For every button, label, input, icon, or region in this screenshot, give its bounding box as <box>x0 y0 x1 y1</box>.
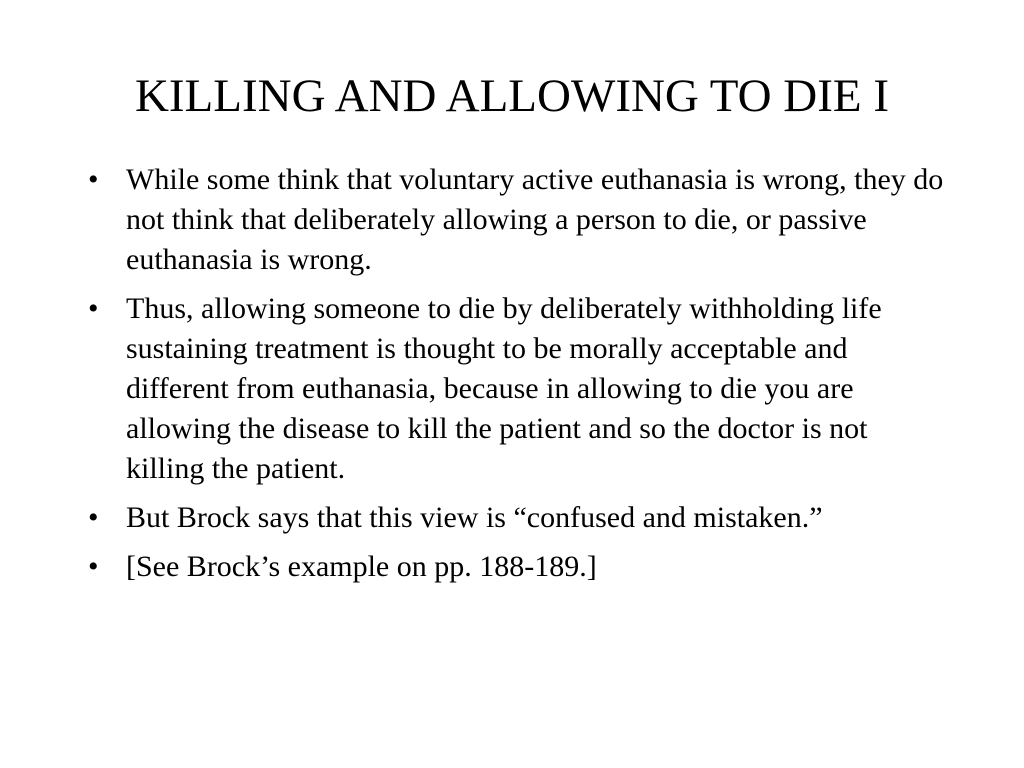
bullet-marker: • <box>88 550 99 583</box>
bullet-item <box>84 289 944 489</box>
bullet-item <box>84 547 944 587</box>
bullet-marker: • <box>88 292 99 325</box>
bullet-marker: • <box>88 501 99 534</box>
bullet-text: While some think that voluntary active euthanasia is wrong, they do not think that deliberately allowing a person to die, or passive euthanasia is wrong. <box>126 163 944 276</box>
bullet-text: [See Brock’s example on pp. 188-189.] <box>126 550 597 583</box>
bullet-text: Thus, allowing someone to die by deliberately withholding life sustaining treatment is thought to be morally acceptable and different from euthanasia, because in allowing to die you are allowing the disease to kill the patient and so the doctor is not killing the patient. <box>126 292 882 485</box>
bullet-item <box>84 498 944 538</box>
bullet-item <box>84 160 944 280</box>
slide-title: KILLING AND ALLOWING TO DIE I <box>134 70 890 122</box>
bullet-text: But Brock says that this view is “confused and mistaken.” <box>126 501 823 534</box>
bullet-marker: • <box>88 163 99 196</box>
bullet-list <box>84 160 944 596</box>
